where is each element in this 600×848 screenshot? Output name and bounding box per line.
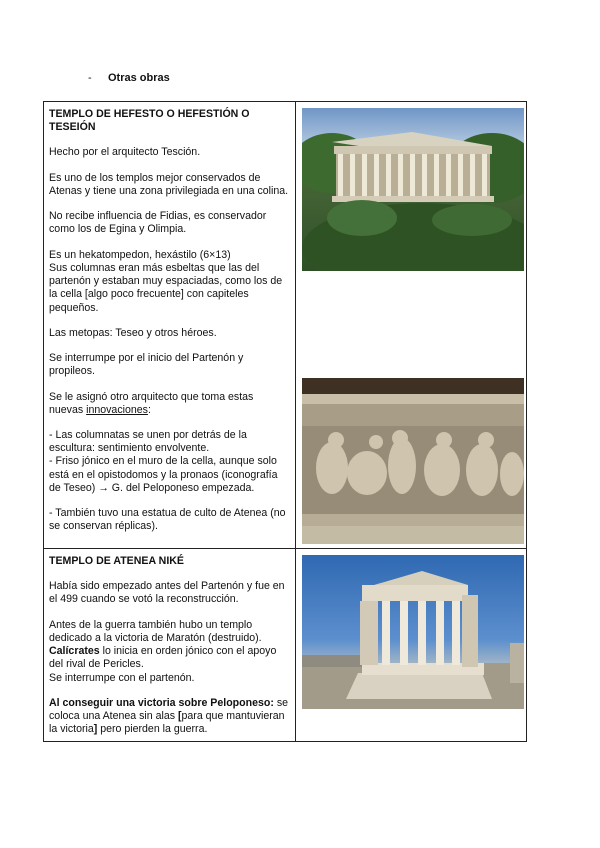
list-item: - Friso jónico en el muro de la cella, aunque solo está en el opistodomos y la pronaos (iconografía de Teseo) → G. del Peloponeso empezada. (49, 455, 278, 494)
table-row-atenea (44, 549, 527, 742)
section-title-atenea: TEMPLO DE ATENEA NIKÉ (49, 555, 184, 567)
paragraph: Hecho por el arquitecto Tesción. (49, 146, 201, 159)
temple-athena-nike-illustration (302, 555, 524, 709)
text-run: Se le asignó otro arquitecto que toma estas nuevas (49, 390, 254, 416)
atenea-image-cell (296, 549, 527, 742)
bold-term: Al conseguir una victoria sobre Peloponeso: (49, 696, 274, 709)
bold-term: Calícrates (49, 645, 100, 658)
underlined-term: innovaciones (86, 403, 148, 416)
paragraph-line: Se interrumpe con el partenón. (49, 671, 195, 684)
hefesto-image-cell (296, 102, 527, 549)
temple-hephaestus-illustration (302, 108, 524, 271)
bullet-heading (88, 72, 170, 86)
atenea-text-cell (44, 549, 296, 742)
paragraph (49, 619, 289, 685)
paragraph: No recibe influencia de Fidias, es conservador como los de Egina y Olimpia. (49, 210, 267, 236)
text-run: para que mantuvieran la victoria (49, 710, 285, 736)
frieze-photo (302, 378, 524, 544)
text-run: pero pierden la guerra. (97, 723, 208, 736)
temple-hephaestus-photo (302, 108, 524, 271)
text-run: se coloca una Atenea sin alas (49, 696, 289, 723)
paragraph-line: Es un hekatompedon, hexástilo (6×13) (49, 248, 231, 261)
paragraph: Las metopas: Teseo y otros héroes. (49, 326, 217, 339)
temple-athena-nike-photo (302, 555, 524, 709)
frieze-illustration (302, 378, 524, 544)
paragraph-line: Sus columnas eran más esbeltas que las del partenón y estaban muy espaciadas, como los de la cella [algo poco frecuente] con capiteles pequeños. (49, 261, 283, 314)
content-table (43, 101, 527, 742)
paragraph (49, 249, 289, 315)
paragraph (49, 697, 289, 737)
text-run: lo inicia en orden jónico con el apoyo del rival de Pericles. (49, 645, 277, 671)
bullet-title: Otras obras (108, 72, 170, 84)
paragraph-line (49, 645, 289, 671)
hefesto-text-cell (44, 102, 296, 549)
table-row-hefesto (44, 102, 527, 549)
bullet-marker: - (88, 72, 92, 84)
bold-bracket: [ (177, 710, 182, 723)
bold-bracket: ] (93, 723, 98, 736)
paragraph-line: Antes de la guerra también hubo un templo dedicado a la victoria de Maratón (destruido). (49, 618, 262, 644)
paragraph (49, 391, 289, 417)
section-title-hefesto: TEMPLO DE HEFESTO O HEFESTIÓN O TESEIÓN (49, 108, 250, 134)
paragraph: Había sido empezado antes del Partenón y fue en el 499 cuando se votó la reconstrucción. (49, 580, 285, 606)
paragraph (49, 429, 289, 495)
paragraph: - También tuvo una estatua de culto de Atenea (no se conservan réplicas). (49, 507, 286, 533)
list-item: - Las columnatas se unen por detrás de la escultura: sentimiento envolvente. (49, 428, 247, 455)
paragraph: Se interrumpe por el inicio del Partenón y propileos. (49, 352, 244, 378)
text-run: : (147, 403, 151, 416)
paragraph: Es uno de los templos mejor conservados de Atenas y tiene una zona privilegiada en una colina. (49, 171, 289, 197)
